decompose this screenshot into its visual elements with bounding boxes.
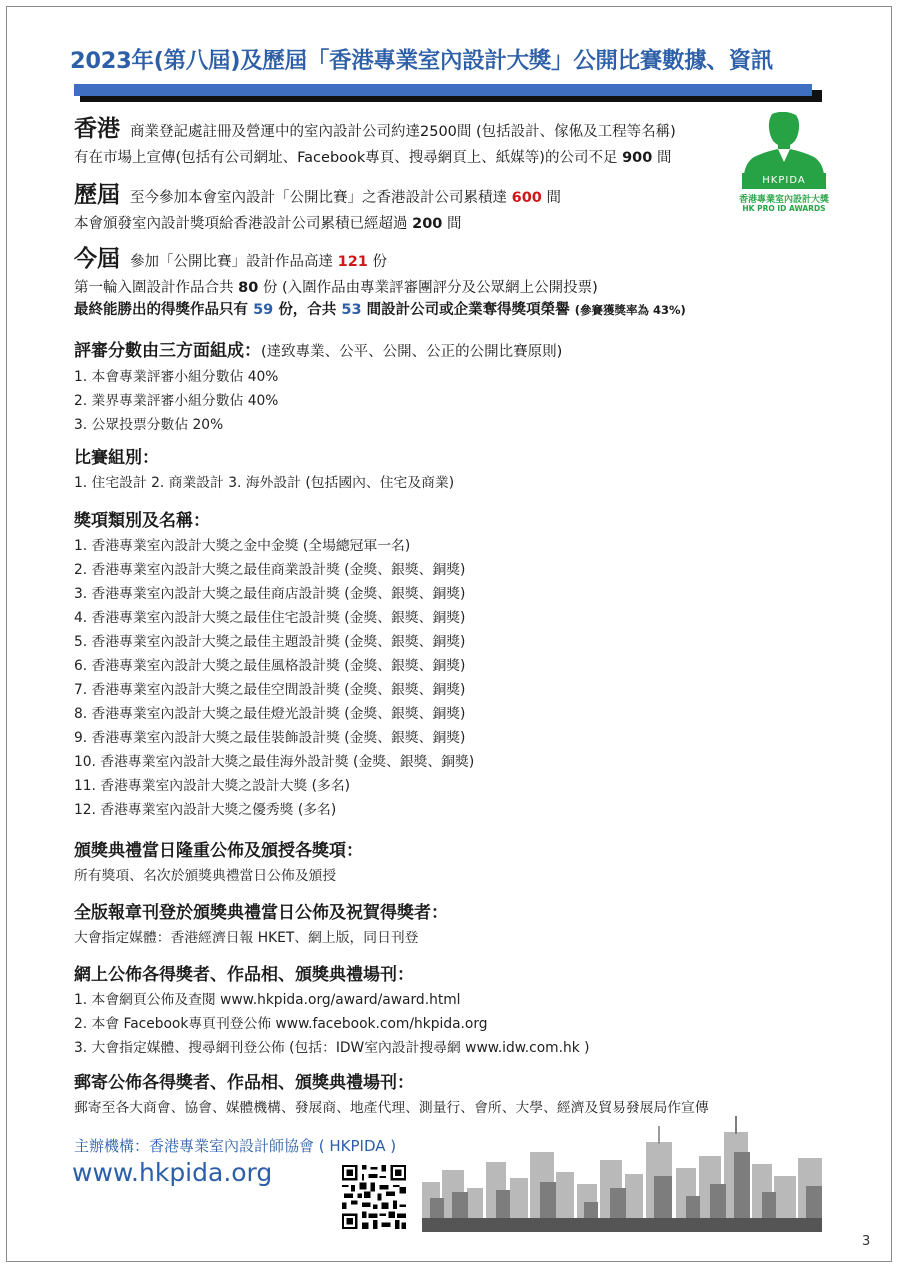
list-item: 所有獎項、名次於頒獎典禮當日公佈及頒授	[74, 868, 337, 884]
list-item: 1. 本會網頁公佈及查閱 www.hkpida.org/award/award.html	[74, 992, 461, 1008]
current-winning-works-count: 59	[253, 302, 274, 318]
list-item: 2. 本會 Facebook專頁刊登公佈 www.facebook.com/hkpida.org	[74, 1016, 488, 1032]
history-participants-count: 600	[511, 190, 542, 206]
list-item: 4. 香港專業室內設計大獎之最佳住宅設計獎 (金獎、銀獎、銅獎)	[74, 610, 466, 626]
hongkong-company-count: 900	[622, 150, 653, 166]
qr-code-icon	[342, 1165, 406, 1229]
list-item: 1. 本會專業評審小組分數佔 40%	[74, 369, 279, 385]
list-item: 3. 大會指定媒體、搜尋網刊登公佈 (包括：IDW室內設計搜尋網 www.idw.com.hk )	[74, 1040, 590, 1056]
list-item: 5. 香港專業室內設計大獎之最佳主題設計獎 (金獎、銀獎、銅獎)	[74, 634, 466, 650]
list-item: 9. 香港專業室內設計大獎之最佳裝飾設計獎 (金獎、銀獎、銅獎)	[74, 730, 466, 746]
current-line3: 最終能勝出的得獎作品只有	[74, 302, 248, 318]
logo-text-chinese: 香港專業室內設計大獎	[738, 195, 829, 205]
list-item: 郵寄至各大商會、協會、媒體機構、發展商、地產代理、測量行、會所、大學、經濟及貿易發展局作宣傳	[74, 1100, 709, 1116]
mail-heading: 郵寄公佈各得獎者、作品相、頒獎典禮場刊：	[74, 1073, 414, 1093]
history-line2-unit: 間	[447, 216, 462, 232]
current-line1: 參加「公開比賽」設計作品高達	[130, 254, 333, 270]
current-line3-mid: 份，合共	[278, 302, 337, 318]
list-item: 3. 香港專業室內設計大獎之最佳商店設計獎 (金獎、銀獎、銅獎)	[74, 586, 466, 602]
groups-section	[74, 445, 454, 495]
current-entries-count: 121	[337, 254, 368, 270]
online-heading: 網上公佈各得獎者、作品相、頒獎典禮場刊：	[74, 965, 414, 985]
list-item: 2. 業界專業評審小組分數佔 40%	[74, 393, 279, 409]
page-number: 3	[862, 1234, 871, 1249]
scoring-section	[74, 338, 562, 437]
hongkong-line1: 商業登記處註冊及營運中的室內設計公司約達2500間 (包括設計、傢俬及工程等名稱)	[130, 124, 676, 140]
current-label: 今屆	[74, 246, 120, 272]
current-section	[74, 244, 686, 321]
page-title: 2023年(第八屆)及歷屆「香港專業室內設計大獎」公開比賽數據、資訊	[70, 48, 773, 74]
organizer-text: 主辦機構：香港專業室內設計師協會 ( HKPIDA )	[74, 1137, 397, 1155]
current-line3-rest: 間設計公司或企業奪得獎項榮譽	[366, 302, 570, 318]
current-winning-companies-count: 53	[341, 302, 362, 318]
list-item: 7. 香港專業室內設計大獎之最佳空間設計獎 (金獎、銀獎、銅獎)	[74, 682, 466, 698]
ceremony-heading: 頒獎典禮當日隆重公佈及頒授各獎項：	[74, 841, 363, 861]
list-item: 10. 香港專業室內設計大獎之最佳海外設計獎 (金獎、銀獎、銅獎)	[74, 754, 475, 770]
history-section	[74, 180, 561, 235]
history-line1: 至今參加本會室內設計「公開比賽」之香港設計公司累積達	[130, 190, 507, 206]
history-winners-count: 200	[412, 216, 443, 232]
history-label: 歷屆	[74, 182, 120, 208]
hkpida-logo-figure-icon	[742, 112, 826, 174]
title-bar	[74, 84, 812, 96]
list-item: 1. 住宅設計 2. 商業設計 3. 海外設計 (包括國內、住宅及商業)	[74, 475, 455, 491]
list-item: 大會指定媒體：香港經濟日報 HKET、網上版，同日刊登	[74, 930, 419, 946]
scoring-heading: 評審分數由三方面組成：	[74, 341, 261, 361]
list-item: 1. 香港專業室內設計大獎之金中金獎 (全場總冠軍一名)	[74, 538, 411, 554]
awards-heading: 獎項類別及名稱：	[74, 511, 210, 531]
ceremony-section	[74, 838, 363, 888]
history-line2: 本會頒發室內設計獎項給香港設計公司累積已經超過	[74, 216, 408, 232]
awards-section	[74, 508, 474, 822]
hongkong-line2: 有在市場上宣傳(包括有公司網址、Facebook專頁、搜尋網頁上、紙媒等)的公司不足	[74, 150, 618, 166]
current-award-rate-note: (參賽獲獎率為 43%)	[574, 303, 686, 317]
newspaper-section	[74, 900, 448, 950]
current-line1-unit: 份	[372, 254, 387, 270]
logo-badge: HKPIDA	[742, 173, 826, 189]
newspaper-heading: 全版報章刊登於頒獎典禮當日公佈及祝賀得獎者：	[74, 903, 448, 923]
list-item: 2. 香港專業室內設計大獎之最佳商業設計獎 (金獎、銀獎、銅獎)	[74, 562, 466, 578]
current-line2-rest: 份 (入圍作品由專業評審團評分及公眾網上公開投票)	[262, 280, 598, 296]
history-line1-unit: 間	[546, 190, 561, 206]
list-item: 12. 香港專業室內設計大獎之優秀獎 (多名)	[74, 802, 337, 818]
website-link[interactable]: www.hkpida.org	[72, 1158, 273, 1187]
list-item: 3. 公眾投票分數佔 20%	[74, 417, 224, 433]
city-skyline-icon	[422, 1112, 822, 1232]
hongkong-line2-unit: 間	[656, 150, 672, 166]
list-item: 6. 香港專業室內設計大獎之最佳風格設計獎 (金獎、銀獎、銅獎)	[74, 658, 466, 674]
list-item: 11. 香港專業室內設計大獎之設計大獎 (多名)	[74, 778, 351, 794]
scoring-note: (達致專業、公平、公開、公正的公開比賽原則)	[261, 344, 563, 360]
current-finalists-count: 80	[238, 280, 259, 296]
logo-text-english: HK PRO ID AWARDS	[742, 204, 826, 213]
hongkong-label: 香港	[74, 116, 120, 142]
list-item: 8. 香港專業室內設計大獎之最佳燈光設計獎 (金獎、銀獎、銅獎)	[74, 706, 466, 722]
hongkong-section	[74, 114, 676, 169]
online-section	[74, 962, 589, 1060]
current-line2: 第一輪入圍設計作品合共	[74, 280, 234, 296]
groups-heading: 比賽組別：	[74, 448, 159, 468]
